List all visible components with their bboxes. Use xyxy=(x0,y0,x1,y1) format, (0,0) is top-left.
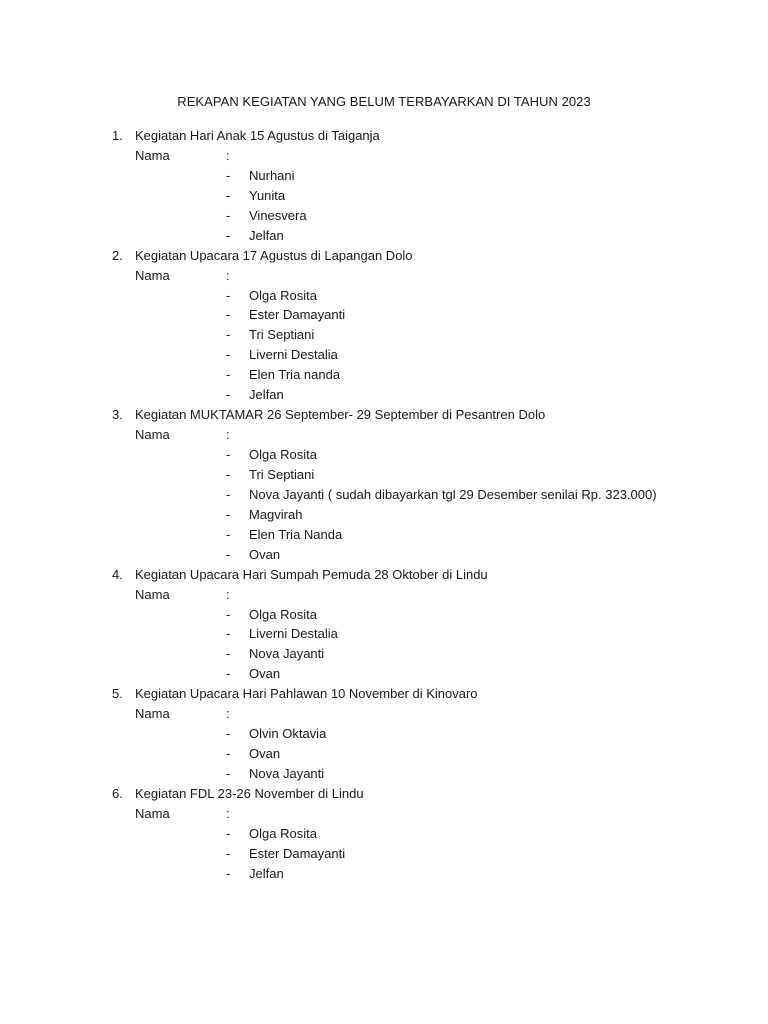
list-item xyxy=(0,226,768,246)
person-name: Olga Rosita xyxy=(249,287,317,303)
list-bullet-dash: - xyxy=(226,865,231,881)
activity-item xyxy=(0,784,768,884)
nama-colon: : xyxy=(226,805,230,821)
list-bullet-dash: - xyxy=(226,327,231,343)
list-item xyxy=(0,365,768,385)
list-item xyxy=(0,505,768,525)
person-name: Tri Septiani xyxy=(249,466,315,482)
nama-line xyxy=(0,425,768,445)
person-name: Ovan xyxy=(249,546,281,562)
nama-colon: : xyxy=(226,586,230,602)
person-name: Yunita xyxy=(249,187,286,203)
activity-title-line xyxy=(0,565,768,585)
nama-line xyxy=(0,146,768,166)
list-item xyxy=(0,305,768,325)
list-item xyxy=(0,445,768,465)
person-name: Elen Tria Nanda xyxy=(249,526,343,542)
list-item xyxy=(0,764,768,784)
list-item xyxy=(0,325,768,345)
document-title: REKAPAN KEGIATAN YANG BELUM TERBAYARKAN DI TAHUN 2023 xyxy=(177,94,591,109)
person-name: Liverni Destalia xyxy=(249,626,338,642)
list-bullet-dash: - xyxy=(226,726,231,742)
list-bullet-dash: - xyxy=(226,845,231,861)
nama-line xyxy=(0,804,768,824)
list-item xyxy=(0,485,768,505)
activity-title-line xyxy=(0,684,768,704)
activity-item xyxy=(0,684,768,784)
list-item xyxy=(0,824,768,844)
list-bullet-dash: - xyxy=(226,307,231,323)
nama-line xyxy=(0,585,768,605)
person-name: Ester Damayanti xyxy=(249,307,346,323)
list-item xyxy=(0,724,768,744)
list-bullet-dash: - xyxy=(226,506,231,522)
list-bullet-dash: - xyxy=(226,447,231,462)
list-bullet-dash: - xyxy=(226,646,231,662)
list-bullet-dash: - xyxy=(226,207,231,223)
activity-title: Kegiatan FDL 23-26 November di Lindu xyxy=(135,785,364,801)
person-name: Ovan xyxy=(249,666,281,682)
list-item xyxy=(0,605,768,625)
list-item xyxy=(0,345,768,365)
list-item xyxy=(0,286,768,306)
list-bullet-dash: - xyxy=(226,825,231,841)
nama-label: Nama xyxy=(135,805,170,821)
activity-title: Kegiatan MUKTAMAR 26 September- 29 September di Pesantren Dolo xyxy=(135,407,546,423)
list-bullet-dash: - xyxy=(226,746,231,762)
nama-label: Nama xyxy=(135,267,170,283)
list-item xyxy=(0,525,768,545)
list-bullet-dash: - xyxy=(226,227,231,243)
person-name: Jelfan xyxy=(249,227,284,243)
activity-number: 4. xyxy=(112,566,123,582)
nama-colon: : xyxy=(226,427,230,443)
activity-title-line xyxy=(0,126,768,146)
activity-title: Kegiatan Upacara Hari Sumpah Pemuda 28 Oktober di Lindu xyxy=(135,566,488,582)
person-name: Tri Septiani xyxy=(249,327,315,343)
list-bullet-dash: - xyxy=(226,167,231,183)
list-bullet-dash: - xyxy=(226,287,231,303)
person-name: Nova Jayanti ( sudah dibayarkan tgl 29 Desember senilai Rp. 323.000) xyxy=(249,486,657,502)
person-name: Jelfan xyxy=(249,387,284,403)
activity-title: Kegiatan Upacara Hari Pahlawan 10 November di Kinovaro xyxy=(135,686,478,702)
activity-title-line xyxy=(0,784,768,804)
list-bullet-dash: - xyxy=(226,387,231,403)
activity-number: 3. xyxy=(112,407,123,423)
activity-title-line xyxy=(0,246,768,266)
person-name: Olga Rosita xyxy=(249,447,317,462)
list-item xyxy=(0,186,768,206)
person-name: Nurhani xyxy=(249,167,295,183)
activity-item xyxy=(0,126,768,246)
list-bullet-dash: - xyxy=(226,367,231,383)
activity-number: 2. xyxy=(112,247,123,263)
activity-number: 5. xyxy=(112,686,123,702)
list-item xyxy=(0,465,768,485)
list-item xyxy=(0,166,768,186)
list-item xyxy=(0,864,768,884)
person-name: Olga Rosita xyxy=(249,825,317,841)
activity-number: 6. xyxy=(112,785,123,801)
list-bullet-dash: - xyxy=(226,666,231,682)
activity-item xyxy=(0,565,768,685)
list-bullet-dash: - xyxy=(226,466,231,482)
nama-colon: : xyxy=(226,267,230,283)
list-item xyxy=(0,744,768,764)
nama-label: Nama xyxy=(135,706,170,722)
list-bullet-dash: - xyxy=(226,187,231,203)
list-item xyxy=(0,844,768,864)
activity-item xyxy=(0,405,768,565)
list-bullet-dash: - xyxy=(226,626,231,642)
nama-label: Nama xyxy=(135,586,170,602)
list-bullet-dash: - xyxy=(226,526,231,542)
person-name: Olvin Oktavia xyxy=(249,726,327,742)
list-item xyxy=(0,624,768,644)
list-bullet-dash: - xyxy=(226,766,231,781)
activity-number: 1. xyxy=(112,128,123,143)
nama-colon: : xyxy=(226,706,230,722)
list-item xyxy=(0,644,768,664)
list-bullet-dash: - xyxy=(226,546,231,562)
person-name: Nova Jayanti xyxy=(249,646,325,662)
list-bullet-dash: - xyxy=(226,347,231,363)
person-name: Jelfan xyxy=(249,865,284,881)
activity-item xyxy=(0,246,768,406)
list-bullet-dash: - xyxy=(226,606,231,622)
person-name: Vinesvera xyxy=(249,207,307,223)
activity-list xyxy=(0,126,768,884)
person-name: Magvirah xyxy=(249,506,303,522)
nama-line xyxy=(0,704,768,724)
nama-colon: : xyxy=(226,147,230,163)
list-item xyxy=(0,664,768,684)
nama-label: Nama xyxy=(135,427,170,443)
person-name: Liverni Destalia xyxy=(249,347,338,363)
person-name: Ester Damayanti xyxy=(249,845,346,861)
person-name: Elen Tria nanda xyxy=(249,367,341,383)
nama-line xyxy=(0,266,768,286)
nama-label: Nama xyxy=(135,147,170,163)
activity-title-line xyxy=(0,405,768,425)
activity-title: Kegiatan Upacara 17 Agustus di Lapangan Dolo xyxy=(135,247,413,263)
list-item xyxy=(0,206,768,226)
person-name: Olga Rosita xyxy=(249,606,317,622)
person-name: Nova Jayanti xyxy=(249,766,325,781)
list-item xyxy=(0,385,768,405)
list-bullet-dash: - xyxy=(226,486,231,502)
activity-title: Kegiatan Hari Anak 15 Agustus di Taiganja xyxy=(135,128,380,143)
person-name: Ovan xyxy=(249,746,281,762)
list-item xyxy=(0,545,768,565)
